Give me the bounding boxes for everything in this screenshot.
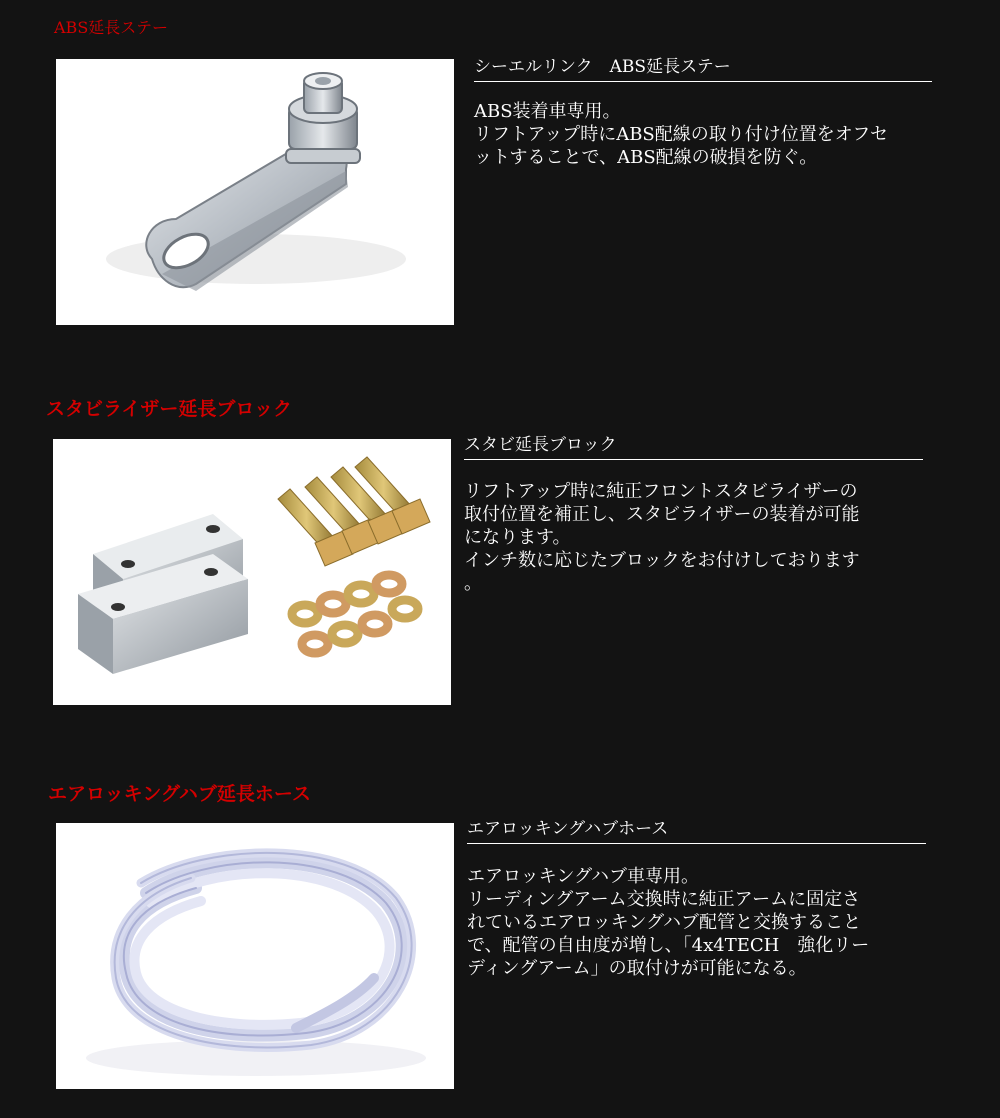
description-line: リフトアップ時に純正フロントスタビライザーの [464,481,858,502]
air-locking-hub-hose-photo [56,823,454,1089]
description-line: 。 [464,573,482,594]
description-line: 取付位置を補正し、スタビライザーの装着が可能 [464,504,860,525]
description-line: リーディングアーム交換時に純正アームに固定さ [467,889,861,910]
section-heading-air-locking-hub-hose: エアロッキングハブ延長ホース [48,783,311,805]
description-line: インチ数に応じたブロックをお付けしております [464,550,860,571]
description-line: れているエアロッキングハブ配管と交換すること [467,912,862,933]
product-name-air-locking-hub-hose: エアロッキングハブホース [467,818,926,844]
stabilizer-block-photo [53,439,451,705]
description-air-locking-hub-hose [467,865,937,980]
section-heading-stabilizer-block: スタビライザー延長ブロック [46,398,293,420]
description-line: リフトアップ時にABS配線の取り付け位置をオフセ [474,124,889,145]
description-stabilizer-block [464,480,934,595]
product-name-stabilizer-block: スタビ延長ブロック [464,434,923,460]
description-line: ディングアーム」の取付けが可能になる。 [467,958,807,979]
description-line: エアロッキングハブ車専用。 [467,866,700,887]
description-abs-stay [474,100,944,169]
description-line: ABS装着車専用。 [474,101,621,122]
abs-stay-photo [56,59,454,325]
description-line: ットすることで、ABS配線の破損を防ぐ。 [474,147,818,168]
section-heading-abs-stay: ABS延長ステー [54,18,168,37]
product-name-abs-stay: シーエルリンク ABS延長ステー [474,56,932,82]
description-line: になります。 [464,527,571,548]
description-line: で、配管の自由度が増し、「4x4TECH 強化リー [467,935,870,956]
